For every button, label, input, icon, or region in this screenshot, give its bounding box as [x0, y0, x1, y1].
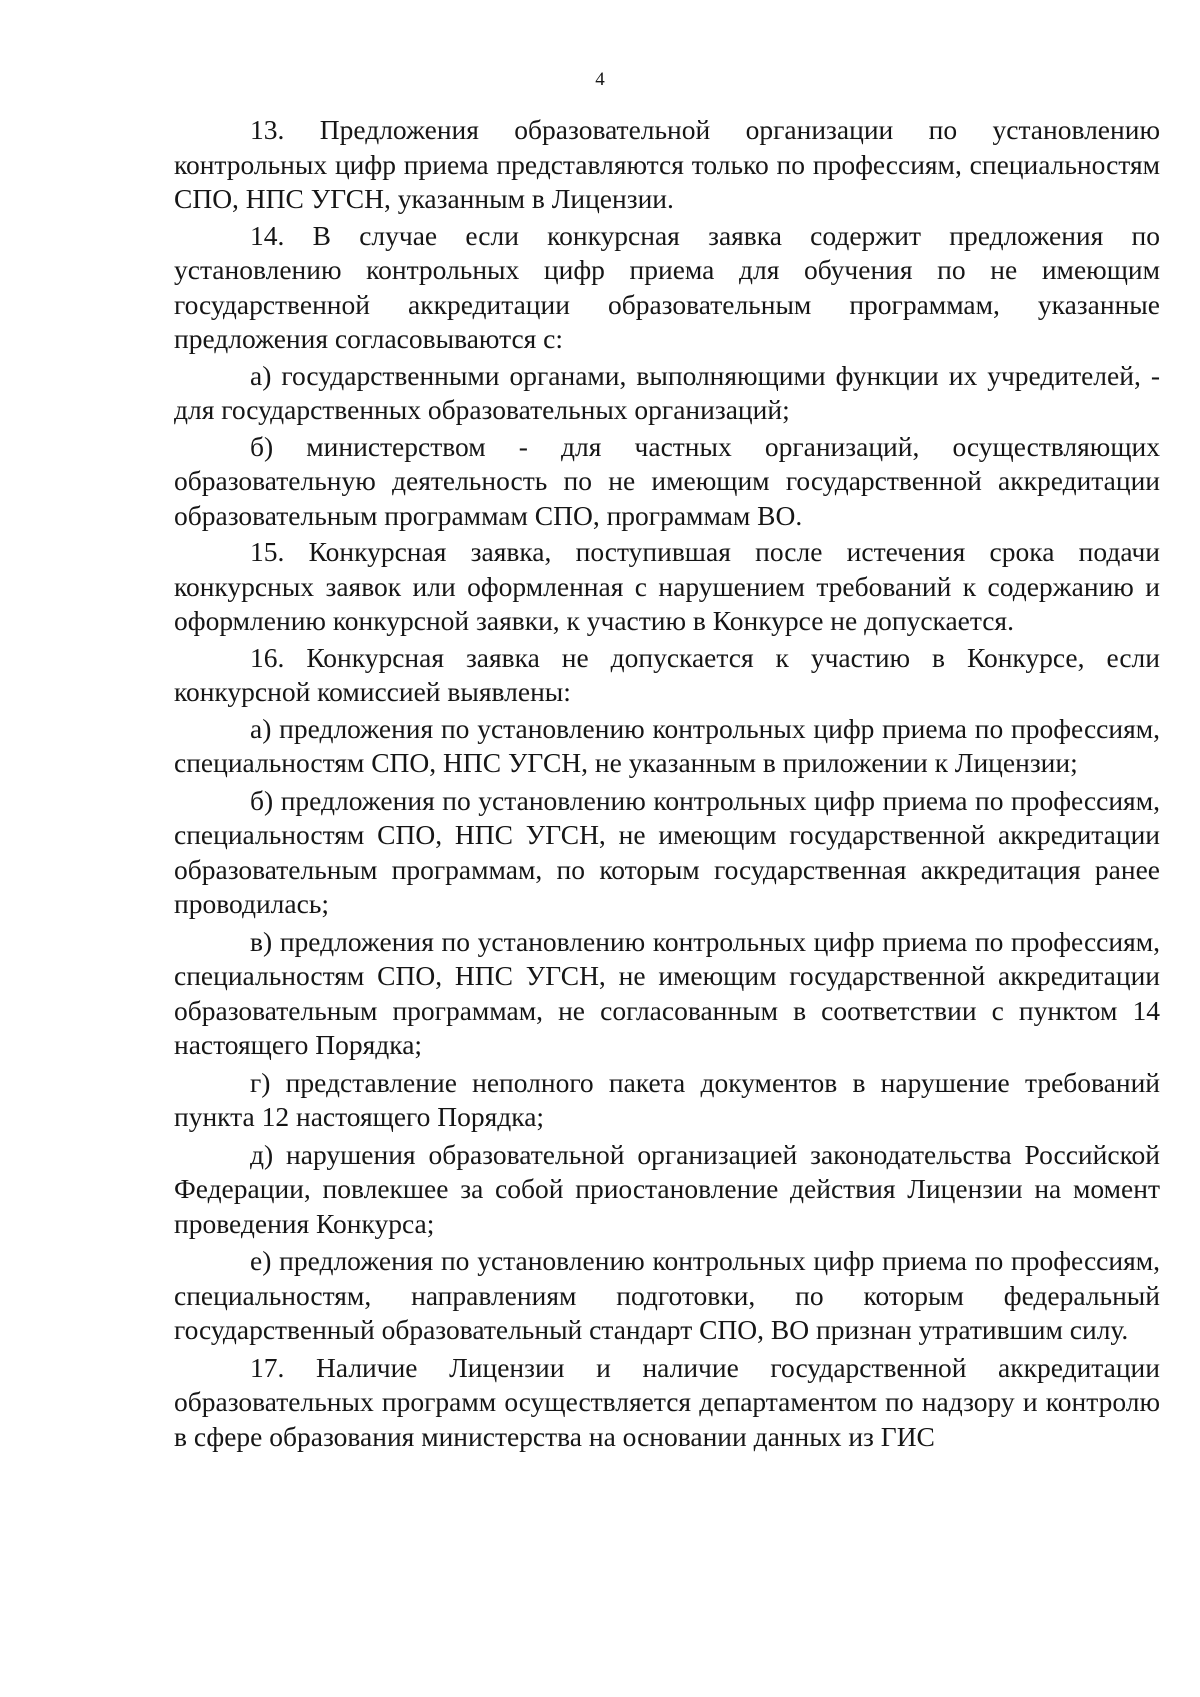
subparagraph-16-g: г) представление неполного пакета документов в нарушение требований пункта 12 настоящего Порядка; [174, 1066, 1160, 1132]
subparagraph-16-e: е) предложения по установлению контрольных цифр приема по профессиям, специальностям, направлениям подготовки, по которым федеральный государственный образовательный стандарт СПО, ВО признан утратившим силу. [174, 1245, 1160, 1345]
paragraph-16: 16. Конкурсная заявка не допускается к участию в Конкурсе, если конкурсной комиссией выявлены: [174, 641, 1160, 707]
page-number: 4 [595, 69, 605, 90]
subparagraph-16-v: в) предложения по установлению контрольных цифр приема по профессиям, специальностям СПО, НПС УГСН, не имеющим государственной аккредитации образовательным программам, не согласованным в соответствии с пунктом 14 настоящего Порядка; [174, 925, 1160, 1060]
subparagraph-16-a: а) предложения по установлению контрольных цифр приема по профессиям, специальностям СПО, НПС УГСН, не указанным в приложении к Лицензии; [174, 712, 1160, 778]
subparagraph-16-d: д) нарушения образовательной организацией законодательства Российской Федерации, повлекшее за собой приостановление действия Лицензии на момент проведения Конкурса; [174, 1138, 1160, 1239]
paragraph-14: 14. В случае если конкурсная заявка содержит предложения по установлению контрольных цифр приема для обучения по не имеющим государственной аккредитации образовательным программам, указанные предложения согласовываются с: [174, 219, 1160, 354]
paragraph-17: 17. Наличие Лицензии и наличие государственной аккредитации образовательных программ осуществляется департаментом по надзору и контролю в сфере образования министерства на основании данных из ГИС [174, 1351, 1160, 1452]
document-body [174, 113, 1160, 1454]
paragraph-13: 13. Предложения образовательной организации по установлению контрольных цифр приема представляются только по профессиям, специальностям СПО, НПС УГСН, указанным в Лицензии. [174, 114, 1160, 214]
subparagraph-14-b: б) министерством - для частных организаций, осуществляющих образовательную деятельность по не имеющим государственной аккредитации образовательным программам СПО, программам ВО. [174, 430, 1160, 531]
subparagraph-16-b: б) предложения по установлению контрольных цифр приема по профессиям, специальностям СПО, НПС УГСН, не имеющим государственной аккредитации образовательным программам, по которым государственная аккредитация ранее проводилась; [174, 784, 1160, 919]
paragraph-15: 15. Конкурсная заявка, поступившая после истечения срока подачи конкурсных заявок или оформленная с нарушением требований к содержанию и оформлению конкурсной заявки, к участию в Конкурсе не допускается. [174, 536, 1160, 636]
subparagraph-14-a: а) государственными органами, выполняющими функции их учредителей, - для государственных образовательных организаций; [174, 359, 1160, 425]
